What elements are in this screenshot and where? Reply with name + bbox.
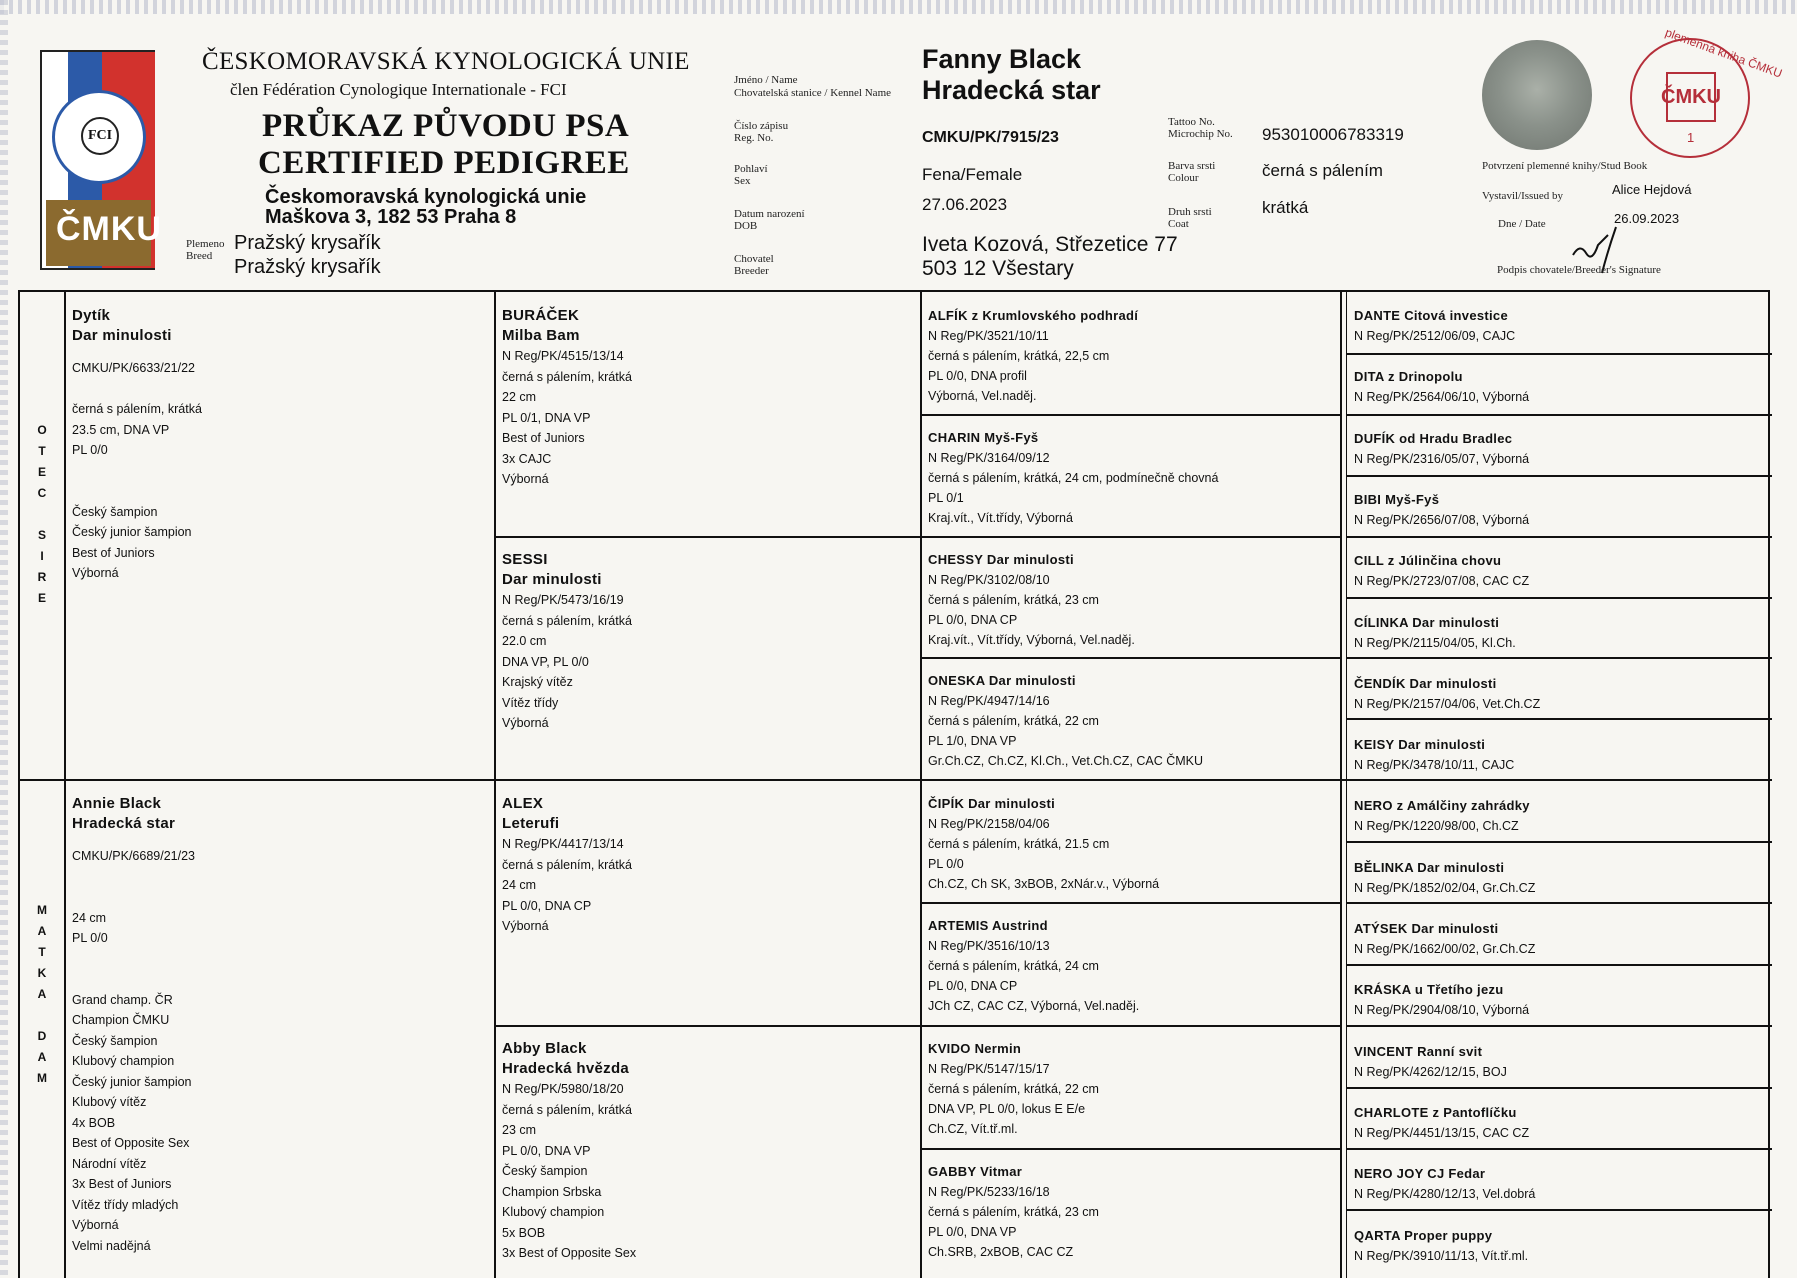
detail-line: Champion ČMKU — [72, 1013, 170, 1027]
gen4-divider-13 — [1346, 1087, 1772, 1089]
dog-kennel: Hradecká star — [922, 75, 1101, 105]
org-address: Maškova 3, 182 53 Praha 8 — [265, 206, 517, 228]
gen2-details — [502, 346, 632, 490]
gen4-cell — [1354, 613, 1516, 653]
org-title: ČESKOMORAVSKÁ KYNOLOGICKÁ UNIE — [202, 48, 690, 75]
gen4-name: ATÝSEK Dar minulosti — [1354, 921, 1499, 936]
gen3-name: KVIDO Nermin — [928, 1041, 1022, 1056]
dam-letter: A — [37, 987, 47, 1001]
detail-line: černá s pálením, krátká, 24 cm, podmínečně chovná — [928, 471, 1219, 485]
detail-line: DNA VP, PL 0/0 — [502, 654, 589, 669]
reg-number: CMKU/PK/7915/23 — [922, 129, 1059, 146]
gen4-name: BIBI Myš-Fyš — [1354, 491, 1440, 507]
detail-line: Výborná — [502, 472, 549, 486]
detail-line: Klubový champion — [72, 1054, 175, 1068]
detail-line: Best of Juniors — [502, 431, 585, 445]
gen4-divider-10 — [1346, 902, 1772, 904]
gen2-details — [502, 834, 632, 937]
fci-emblem — [52, 90, 146, 184]
sire-letter: T — [38, 444, 46, 458]
dob-value: 27.06.2023 — [922, 195, 1008, 214]
detail-line: 5x BOB — [502, 1225, 546, 1240]
dam-letter: D — [37, 1029, 47, 1043]
gen4-divider-15 — [1346, 1209, 1772, 1211]
gen4-name: KEISY Dar minulosti — [1354, 737, 1486, 753]
reg-label: Číslo zápisu Reg. No. — [734, 120, 789, 144]
detail-line: Grand champ. ČR — [72, 992, 173, 1007]
sire-letter: E — [37, 465, 46, 479]
dog-name: Fanny Black — [922, 44, 1082, 74]
detail-line — [72, 949, 195, 970]
gen3-cell — [928, 794, 1159, 894]
gen4-cell — [1354, 735, 1514, 775]
dam-name: Annie Black — [72, 795, 162, 812]
gen3-name: ALFÍK z Krumlovského podhradí — [928, 308, 1139, 323]
gen4-name: QARTA Proper puppy — [1354, 1227, 1493, 1243]
detail-line: PL 0/0, DNA CP — [928, 613, 1018, 627]
dam-cell — [72, 794, 195, 1256]
gen4-cell — [1354, 1103, 1529, 1143]
sire-vertical-label — [32, 420, 52, 609]
detail-line — [72, 867, 195, 888]
gen4-name: DANTE Citová investice — [1354, 308, 1508, 323]
detail-line: Český šampion — [72, 1033, 158, 1048]
detail-line: JCh CZ, CAC CZ, Výborná, Vel.naděj. — [928, 999, 1140, 1013]
gen3-cell — [928, 916, 1139, 1016]
col-divider-3b — [1346, 292, 1347, 1278]
gen3-divider-5 — [920, 902, 1342, 904]
detail-line: 23.5 cm, DNA VP — [72, 422, 170, 437]
detail-line: Výborná, Vel.naděj. — [928, 389, 1037, 403]
detail-line: černá s pálením, krátká, 21.5 cm — [928, 837, 1110, 851]
gen2-kennel: Leterufi — [502, 815, 560, 832]
gen2-cell-2 — [502, 550, 632, 734]
gen4-cell — [1354, 306, 1515, 346]
detail-line: Výborná — [72, 566, 119, 580]
detail-line: 24 cm — [72, 910, 107, 925]
kennel-label: Chovatelská stanice / Kennel Name — [734, 87, 892, 99]
detail-line: 3x CAJC — [502, 451, 552, 466]
detail-line: N Reg/PK/2656/07/08, Výborná — [1354, 512, 1530, 527]
gen2-details — [502, 1079, 636, 1264]
detail-line: Výborná — [502, 919, 549, 933]
gen3-name: ARTEMIS Austrind — [928, 918, 1048, 933]
detail-line: černá s pálením, krátká — [502, 613, 632, 628]
gen2-name: SESSI — [502, 551, 548, 568]
dam-kennel: Hradecká star — [72, 815, 176, 832]
detail-line: PL 0/0 — [928, 857, 964, 871]
detail-line: černá s pálením, krátká — [72, 402, 202, 416]
detail-line: černá s pálením, krátká — [502, 369, 632, 384]
detail-line: N Reg/PK/4280/12/13, Vel.dobrá — [1354, 1187, 1536, 1202]
gen4-divider-12 — [1346, 1025, 1772, 1027]
sire-name: Dytík — [72, 307, 111, 324]
sire-dam-divider — [20, 779, 1772, 781]
sire-letter: E — [37, 591, 46, 605]
detail-line: N Reg/PK/2904/08/10, Výborná — [1354, 1003, 1530, 1018]
gen4-cell — [1354, 1042, 1507, 1082]
detail-line: DNA VP, PL 0/0, lokus E E/e — [928, 1102, 1086, 1116]
gen4-divider-1 — [1346, 353, 1772, 355]
gen2-kennel: Milba Bam — [502, 327, 580, 344]
cmku-fci-logo — [40, 50, 162, 270]
sire-cell — [72, 306, 202, 584]
gen3-cell — [928, 428, 1218, 528]
stamp-center: ČMKU — [1666, 72, 1716, 122]
detail-line: N Reg/PK/3910/11/13, Vít.tř.ml. — [1354, 1248, 1529, 1263]
gen4-name: VINCENT Ranní svit — [1354, 1043, 1483, 1059]
dam-letter — [32, 1005, 52, 1026]
stamp-text: plemenná kniha ČMKU — [1663, 25, 1785, 81]
gen3-name: ČIPÍK Dar minulosti — [928, 796, 1056, 811]
gen4-divider-3 — [1346, 475, 1772, 477]
detail-line: Best of Opposite Sex — [72, 1136, 190, 1150]
gen3-divider-3 — [920, 657, 1342, 659]
studbook-stamp — [1630, 25, 1785, 158]
gen4-name: DUFÍK od Hradu Bradlec — [1354, 430, 1513, 446]
detail-line: N Reg/PK/4451/13/15, CAC CZ — [1354, 1125, 1530, 1140]
gen3-cell — [928, 550, 1135, 650]
dam-letter: A — [37, 1050, 47, 1064]
detail-line: černá s pálením, krátká, 23 cm — [928, 1205, 1099, 1219]
gen4-name: KRÁSKA u Třetího jezu — [1354, 982, 1504, 998]
gen2-cell-3 — [502, 794, 632, 937]
detail-line: N Reg/PK/2316/05/07, Výborná — [1354, 451, 1530, 466]
gen3-name: ONESKA Dar minulosti — [928, 673, 1076, 688]
detail-line: N Reg/PK/1662/00/02, Gr.Ch.CZ — [1354, 942, 1536, 956]
detail-line: černá s pálením, krátká, 22 cm — [928, 714, 1099, 728]
gen4-cell — [1354, 490, 1529, 530]
detail-line — [72, 461, 202, 482]
detail-line: CMKU/PK/6689/21/23 — [72, 849, 195, 863]
sex-label: Pohlaví Sex — [734, 163, 768, 187]
detail-line: Vítěz třídy mladých — [72, 1197, 179, 1212]
dam-letter: M — [37, 903, 47, 917]
detail-line: černá s pálením, krátká, 24 cm — [928, 959, 1099, 973]
breed-en: Pražský krysařík — [234, 256, 381, 278]
detail-line: 23 cm — [502, 1123, 537, 1137]
sire-letter: O — [37, 423, 47, 437]
detail-line: Ch.CZ, Ch SK, 3xBOB, 2xNár.v., Výborná — [928, 877, 1160, 891]
detail-line: Ch.SRB, 2xBOB, CAC CZ — [928, 1245, 1074, 1259]
gen2-name: Abby Black — [502, 1040, 587, 1057]
hologram-seal — [1482, 40, 1592, 150]
breed-label: Plemeno Breed — [186, 238, 225, 262]
detail-line: Český šampion — [502, 1164, 588, 1178]
detail-line: 22 cm — [502, 390, 537, 404]
gen4-divider-5 — [1346, 597, 1772, 599]
gen3-cell — [928, 671, 1203, 771]
cmku-emblem — [46, 200, 162, 266]
studbook-confirm-label: Potvrzení plemenné knihy/Stud Book — [1482, 160, 1648, 172]
detail-line: Český junior šampion — [72, 525, 192, 539]
gen2-cell-1 — [502, 306, 632, 490]
dob-label: Datum narození DOB — [734, 208, 805, 232]
detail-line: N Reg/PK/4262/12/15, BOJ — [1354, 1064, 1507, 1079]
gen2-details — [502, 590, 632, 734]
detail-line: N Reg/PK/2564/06/10, Výborná — [1354, 390, 1530, 405]
coat-value: krátká — [1262, 198, 1309, 217]
detail-line: 22.0 cm — [502, 634, 547, 648]
doc-title-cz: PRŮKAZ PŮVODU PSA — [262, 108, 630, 144]
detail-line: N Reg/PK/5473/16/19 — [502, 593, 624, 607]
gen2-name: BURÁČEK — [502, 307, 580, 324]
dam-details — [72, 846, 195, 1256]
dam-letter: T — [38, 945, 46, 959]
detail-line: 24 cm — [502, 878, 537, 892]
gen3-name: CHARIN Myš-Fyš — [928, 430, 1039, 445]
detail-line: N Reg/PK/3521/10/11 — [928, 329, 1049, 343]
coat-label: Druh srsti Coat — [1168, 206, 1212, 230]
gen4-divider-6 — [1346, 657, 1772, 659]
gen4-cell — [1354, 1164, 1535, 1204]
detail-line: N Reg/PK/4417/13/14 — [502, 837, 624, 851]
org-subtitle: člen Fédération Cynologique Internationale - FCI — [230, 80, 567, 99]
gen4-cell — [1354, 1226, 1528, 1266]
gen3-cell — [928, 306, 1138, 406]
gen4-name: NERO JOY CJ Fedar — [1354, 1166, 1486, 1182]
gen4-divider-9 — [1346, 841, 1772, 843]
detail-line — [72, 379, 202, 400]
gen4-cell — [1354, 429, 1529, 469]
detail-line: N Reg/PK/2157/04/06, Vet.Ch.CZ — [1354, 696, 1541, 711]
detail-line: N Reg/PK/1852/02/04, Gr.Ch.CZ — [1354, 880, 1536, 895]
detail-line: PL 0/0, DNA VP — [502, 1143, 591, 1158]
date-label: Dne / Date — [1498, 218, 1546, 230]
fci-text: FCI — [81, 117, 119, 155]
date-value: 26.09.2023 — [1614, 211, 1680, 226]
gen3-name: CHESSY Dar minulosti — [928, 552, 1074, 567]
cmku-logo-text: ČMKU — [56, 210, 162, 248]
name-label: Jméno / Name — [734, 74, 798, 86]
decorative-border-top — [0, 0, 1797, 14]
gen4-cell — [1354, 980, 1529, 1020]
detail-line: PL 0/0 — [72, 931, 108, 945]
gen3-divider-1 — [920, 414, 1342, 416]
col-divider-3 — [1340, 292, 1342, 1278]
detail-line: N Reg/PK/1220/98/00, Ch.CZ — [1354, 819, 1519, 834]
breeder-signature-label: Podpis chovatele/Breeder's Signature — [1497, 264, 1661, 276]
microchip-label: Tattoo No. Microchip No. — [1168, 116, 1233, 140]
gen3-divider-6 — [920, 1025, 1342, 1027]
detail-line: N Reg/PK/3516/10/13 — [928, 939, 1050, 953]
doc-title-en: CERTIFIED PEDIGREE — [258, 145, 630, 181]
gen4-cell — [1354, 858, 1535, 898]
detail-line: PL 0/1 — [928, 491, 964, 505]
detail-line: N Reg/PK/3102/08/10 — [928, 573, 1050, 587]
detail-line: PL 0/0, DNA profil — [928, 369, 1027, 383]
detail-line: PL 0/0, DNA CP — [928, 979, 1018, 993]
sire-letter: I — [40, 549, 44, 563]
detail-line: černá s pálením, krátká, 23 cm — [928, 593, 1099, 607]
gen4-name: CHARLOTE z Pantoflíčku — [1354, 1104, 1517, 1120]
pedigree-table — [18, 290, 1770, 1278]
colour-label: Barva srsti Colour — [1168, 160, 1216, 184]
detail-line: PL 0/0, DNA CP — [502, 898, 592, 913]
dam-vertical-label — [32, 900, 52, 1089]
detail-line: N Reg/PK/4515/13/14 — [502, 349, 624, 363]
breeder-line2: 503 12 Všestary — [922, 257, 1074, 280]
sex-value: Fena/Female — [922, 165, 1023, 184]
detail-line — [72, 969, 195, 990]
detail-line: Gr.Ch.CZ, Ch.CZ, Kl.Ch., Vet.Ch.CZ, CAC ČMKU — [928, 754, 1204, 768]
detail-line: CMKU/PK/6633/21/22 — [72, 361, 195, 375]
detail-line: N Reg/PK/2115/04/05, Kl.Ch. — [1354, 635, 1516, 650]
dam-letter: A — [37, 924, 47, 938]
issued-by-label: Vystavil/Issued by — [1482, 190, 1563, 202]
stamp-number: 1 — [1687, 130, 1695, 145]
detail-line: Výborná — [502, 716, 549, 730]
detail-line: N Reg/PK/2512/06/09, CAJC — [1354, 329, 1516, 343]
gen4-divider-2 — [1346, 414, 1772, 416]
detail-line: 3x Best of Juniors — [72, 1177, 172, 1191]
sire-details — [72, 358, 202, 584]
breed-cz: Pražský krysařík — [234, 232, 381, 254]
sire-letter: R — [37, 570, 47, 584]
detail-line: Výborná — [72, 1218, 119, 1232]
org-name: Českomoravská kynologická unie — [265, 186, 587, 208]
detail-line: Kraj.vít., Vít.třídy, Výborná, Vel.naděj. — [928, 633, 1135, 647]
detail-line — [72, 481, 202, 502]
microchip-value: 953010006783319 — [1262, 125, 1404, 144]
gen4-cell — [1354, 919, 1535, 959]
gen2-name: ALEX — [502, 795, 544, 812]
sire-letter: S — [37, 528, 46, 542]
detail-line: černá s pálením, krátká — [502, 857, 632, 872]
gen4-name: BĚLINKA Dar minulosti — [1354, 859, 1505, 875]
detail-line: N Reg/PK/5980/18/20 — [502, 1082, 624, 1096]
detail-line: černá s pálením, krátká — [502, 1102, 632, 1117]
breeder-line1: Iveta Kozová, Střezetice 77 — [922, 233, 1178, 256]
sire-letter: C — [37, 486, 47, 500]
detail-line: Český junior šampion — [72, 1074, 192, 1089]
detail-line: Vítěz třídy — [502, 695, 559, 710]
gen2-kennel: Dar minulosti — [502, 571, 602, 588]
gen4-divider-14 — [1346, 1148, 1772, 1150]
gen2-divider-2 — [494, 1025, 922, 1027]
detail-line: N Reg/PK/5233/16/18 — [928, 1185, 1050, 1199]
col-divider-1 — [494, 292, 496, 1278]
gen4-divider-11 — [1346, 964, 1772, 966]
gen4-divider-7 — [1346, 718, 1772, 720]
gen4-name: ČENDÍK Dar minulosti — [1354, 675, 1497, 691]
gen3-name: GABBY Vitmar — [928, 1164, 1023, 1179]
gen3-cell — [928, 1162, 1099, 1262]
detail-line: N Reg/PK/3164/09/12 — [928, 451, 1050, 465]
gen4-name: DITA z Drinopolu — [1354, 369, 1463, 385]
gen2-divider-1 — [494, 536, 922, 538]
detail-line: Kraj.vít., Vít.třídy, Výborná — [928, 511, 1073, 525]
col-divider-0 — [64, 292, 66, 1278]
detail-line: Best of Juniors — [72, 545, 155, 560]
detail-line: Klubový champion — [502, 1205, 605, 1219]
detail-line: PL 0/0, DNA VP — [928, 1225, 1017, 1239]
gen4-cell — [1354, 551, 1529, 591]
gen2-kennel: Hradecká hvězda — [502, 1060, 630, 1077]
gen3-divider-2 — [920, 536, 1342, 538]
detail-line: 4x BOB — [72, 1115, 116, 1130]
detail-line: Český šampion — [72, 504, 158, 519]
detail-line: PL 1/0, DNA VP — [928, 734, 1017, 748]
gen2-cell-4 — [502, 1039, 636, 1264]
detail-line: N Reg/PK/5147/15/17 — [928, 1062, 1050, 1076]
detail-line: 3x Best of Opposite Sex — [502, 1246, 637, 1260]
detail-line: černá s pálením, krátká, 22,5 cm — [928, 349, 1110, 363]
gen3-cell — [928, 1039, 1099, 1139]
detail-line: Klubový vítěz — [72, 1095, 147, 1109]
gen4-cell — [1354, 674, 1540, 714]
decorative-border-left — [0, 0, 8, 1278]
detail-line: PL 0/0 — [72, 443, 108, 457]
gen3-divider-7 — [920, 1148, 1342, 1150]
gen4-divider-4 — [1346, 536, 1772, 538]
colour-value: černá s pálením — [1262, 161, 1383, 180]
dam-letter: K — [37, 966, 47, 980]
gen4-cell — [1354, 367, 1529, 407]
detail-line: Velmi nadějná — [72, 1238, 151, 1253]
detail-line: Ch.CZ, Vít.tř.ml. — [928, 1122, 1018, 1136]
detail-line: N Reg/PK/4947/14/16 — [928, 694, 1050, 708]
gen4-name: NERO z Amálčiny zahrádky — [1354, 798, 1530, 814]
detail-line: Krajský vítěz — [502, 675, 573, 689]
detail-line: N Reg/PK/3478/10/11, CAJC — [1354, 758, 1515, 773]
dam-letter: M — [37, 1071, 47, 1085]
detail-line: N Reg/PK/2723/07/08, CAC CZ — [1354, 574, 1530, 589]
gen4-name: CILL z Júlinčina chovu — [1354, 553, 1502, 569]
detail-line — [72, 887, 195, 908]
detail-line: PL 0/1, DNA VP — [502, 410, 591, 425]
gen4-cell — [1354, 796, 1530, 836]
issued-by-value: Alice Hejdová — [1612, 182, 1692, 197]
col-divider-2 — [920, 292, 922, 1278]
gen4-name: CÍLINKA Dar minulosti — [1354, 614, 1500, 630]
detail-line: N Reg/PK/2158/04/06 — [928, 817, 1050, 831]
sire-letter — [32, 504, 52, 525]
breeder-label: Chovatel Breeder — [734, 253, 774, 277]
sire-kennel: Dar minulosti — [72, 327, 172, 344]
detail-line: černá s pálením, krátká, 22 cm — [928, 1082, 1099, 1096]
detail-line: Champion Srbska — [502, 1184, 602, 1199]
detail-line: Národní vítěz — [72, 1156, 147, 1171]
